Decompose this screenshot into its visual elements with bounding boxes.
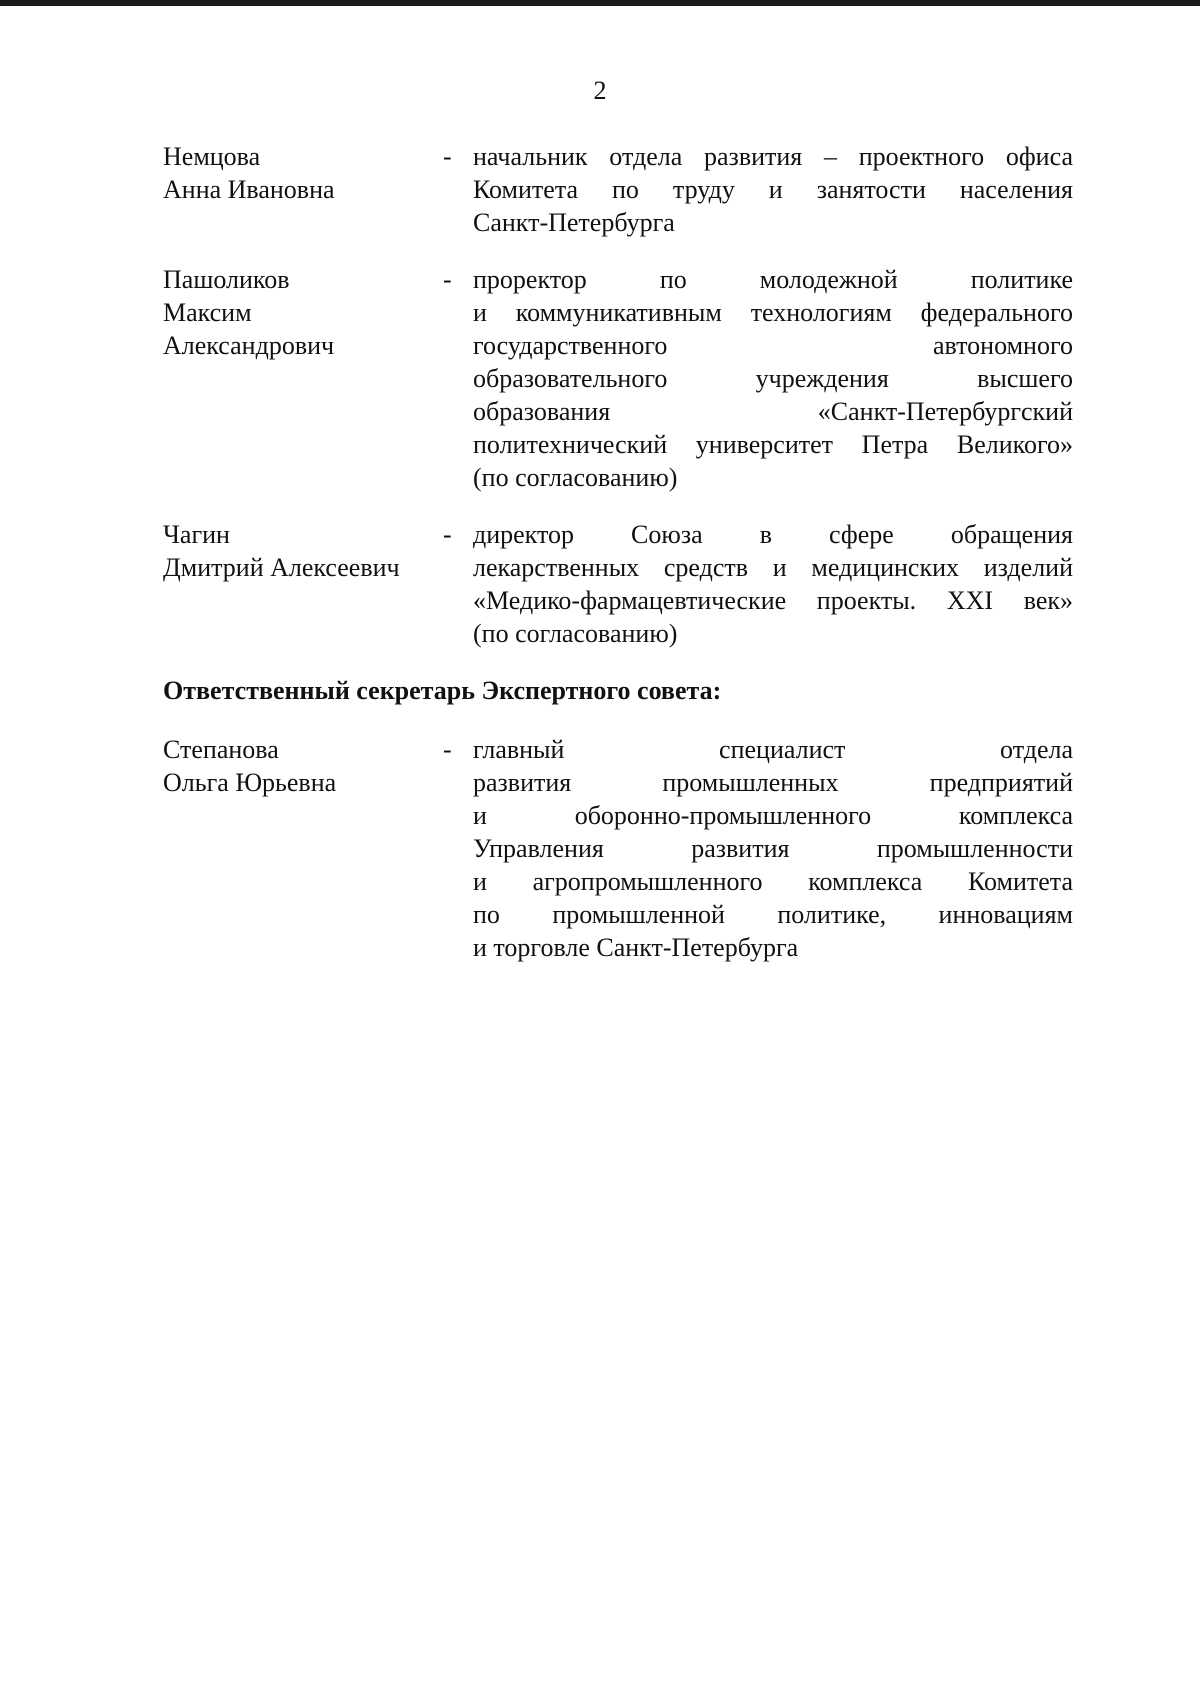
member-position xyxy=(473,733,1073,964)
position-line: и агропромышленного комплекса Комитета xyxy=(473,867,1073,896)
member-entry xyxy=(163,733,1073,964)
position-line: Санкт-Петербурга xyxy=(473,208,675,237)
member-entry xyxy=(163,263,1073,494)
position-line: лекарственных средств и медицинских изделий xyxy=(473,553,1073,582)
scan-top-edge xyxy=(0,0,1200,6)
secretary-heading: Ответственный секретарь Экспертного совета: xyxy=(163,676,722,705)
member-list xyxy=(163,140,1073,650)
position-line: проректор по молодежной политике xyxy=(473,265,1073,294)
position-line: образовательного учреждения высшего xyxy=(473,364,1073,393)
entry-dash: - xyxy=(443,265,452,294)
position-line: образования «Санкт-Петербургский xyxy=(473,397,1073,426)
member-entry xyxy=(163,518,1073,650)
position-line: «Медико-фармацевтические проекты. XXI век» xyxy=(473,586,1073,615)
member-position xyxy=(473,263,1073,494)
member-entry xyxy=(163,140,1073,239)
position-line: (по согласованию) xyxy=(473,463,678,492)
secretary-list xyxy=(163,733,1073,964)
member-name: Чагин Дмитрий Алексеевич xyxy=(163,520,400,582)
position-line: Управления развития промышленности xyxy=(473,834,1073,863)
page-number: 2 xyxy=(593,76,607,105)
member-name: Пашоликов Максим Александрович xyxy=(163,265,335,360)
document-body xyxy=(163,140,1073,988)
position-line: главный специалист отдела xyxy=(473,735,1073,764)
entry-dash: - xyxy=(443,520,452,549)
member-position xyxy=(473,140,1073,239)
position-line: (по согласованию) xyxy=(473,619,678,648)
position-line: политехнический университет Петра Великого» xyxy=(473,430,1073,459)
member-name: Степанова Ольга Юрьевна xyxy=(163,735,337,797)
position-line: начальник отдела развития – проектного офиса xyxy=(473,142,1073,171)
position-line: директор Союза в сфере обращения xyxy=(473,520,1073,549)
position-line: развития промышленных предприятий xyxy=(473,768,1073,797)
position-line: и торговле Санкт-Петербурга xyxy=(473,933,799,962)
entry-dash: - xyxy=(443,142,452,171)
position-line: государственного автономного xyxy=(473,331,1073,360)
position-line: по промышленной политике, инновациям xyxy=(473,900,1073,929)
member-name: Немцова Анна Ивановна xyxy=(163,142,335,204)
member-position xyxy=(473,518,1073,650)
entry-dash: - xyxy=(443,735,452,764)
position-line: и оборонно-промышленного комплекса xyxy=(473,801,1073,830)
position-line: Комитета по труду и занятости населения xyxy=(473,175,1073,204)
position-line: и коммуникативным технологиям федерального xyxy=(473,298,1073,327)
